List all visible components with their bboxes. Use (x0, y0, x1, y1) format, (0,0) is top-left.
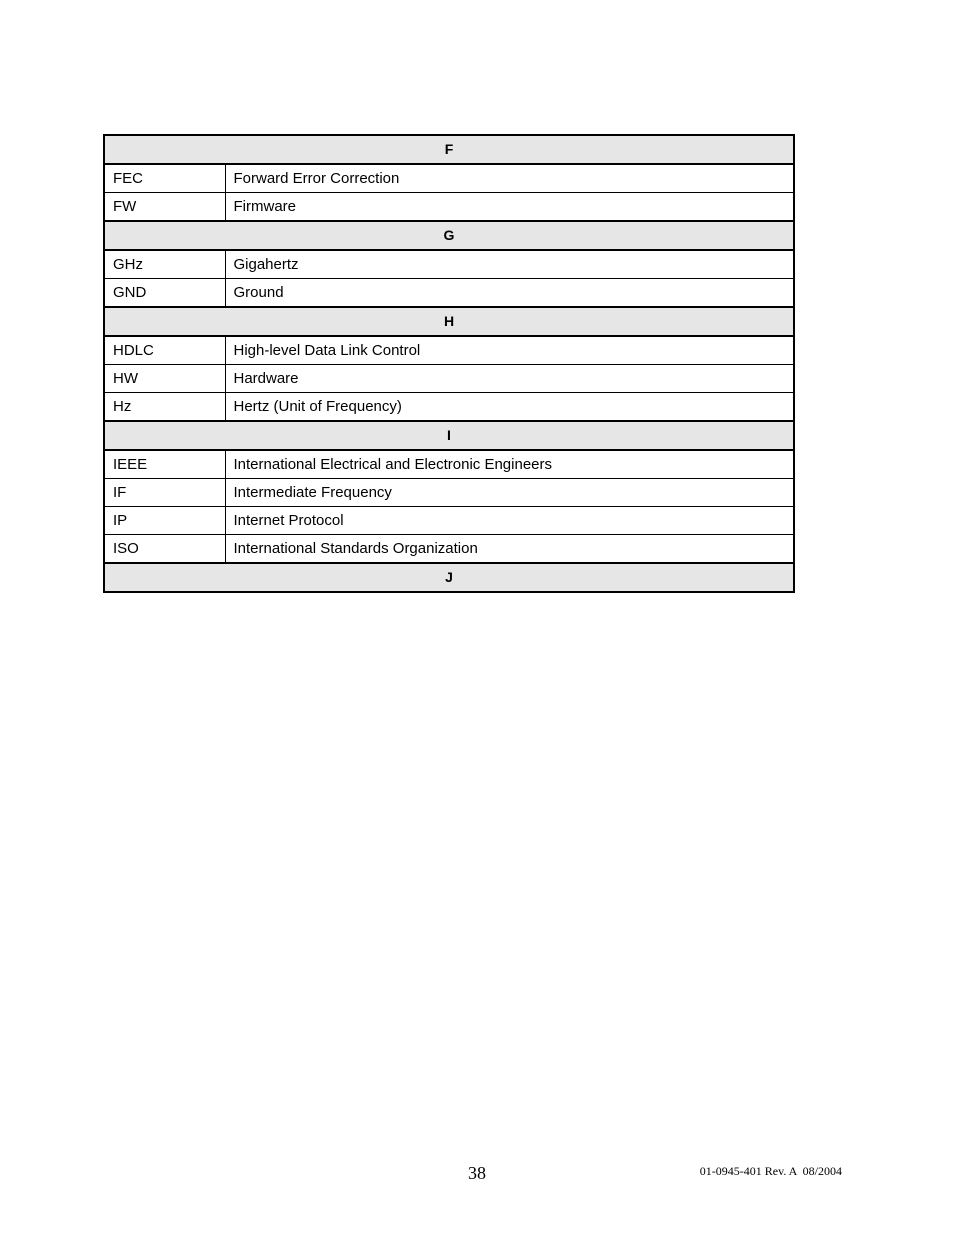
abbreviation-cell: IF (104, 479, 225, 507)
definition-cell: Hardware (225, 365, 794, 393)
abbreviation-cell: HW (104, 365, 225, 393)
section-letter: G (104, 221, 794, 250)
table-row (104, 365, 794, 393)
section-header (104, 421, 794, 450)
section-header (104, 563, 794, 592)
abbreviation-cell: HDLC (104, 336, 225, 365)
abbreviation-cell: GHz (104, 250, 225, 279)
document-id: 01-0945-401 Rev. A 08/2004 (699, 1164, 842, 1178)
section-header (104, 221, 794, 250)
table-row (104, 450, 794, 479)
abbreviation-cell: Hz (104, 393, 225, 422)
page-number: 38 (468, 1163, 486, 1183)
table-row (104, 393, 794, 422)
section-header (104, 135, 794, 164)
abbreviation-cell: IEEE (104, 450, 225, 479)
table-row (104, 193, 794, 222)
definition-cell: Gigahertz (225, 250, 794, 279)
table-row (104, 279, 794, 308)
definition-cell: Internet Protocol (225, 507, 794, 535)
definition-cell: Intermediate Frequency (225, 479, 794, 507)
abbreviation-cell: FEC (104, 164, 225, 193)
table-row (104, 535, 794, 564)
glossary-table (103, 134, 795, 593)
table-row (104, 507, 794, 535)
definition-cell: Hertz (Unit of Frequency) (225, 393, 794, 422)
abbreviation-cell: ISO (104, 535, 225, 564)
section-letter: J (104, 563, 794, 592)
section-letter: I (104, 421, 794, 450)
abbreviation-cell: FW (104, 193, 225, 222)
definition-cell: International Standards Organization (225, 535, 794, 564)
table-row (104, 479, 794, 507)
definition-cell: Forward Error Correction (225, 164, 794, 193)
glossary-body (104, 135, 794, 592)
abbreviation-cell: IP (104, 507, 225, 535)
definition-cell: High-level Data Link Control (225, 336, 794, 365)
table-row (104, 164, 794, 193)
definition-cell: International Electrical and Electronic Engineers (225, 450, 794, 479)
table-row (104, 250, 794, 279)
table-row (104, 336, 794, 365)
section-letter: F (104, 135, 794, 164)
section-letter: H (104, 307, 794, 336)
abbreviation-cell: GND (104, 279, 225, 308)
definition-cell: Firmware (225, 193, 794, 222)
section-header (104, 307, 794, 336)
definition-cell: Ground (225, 279, 794, 308)
